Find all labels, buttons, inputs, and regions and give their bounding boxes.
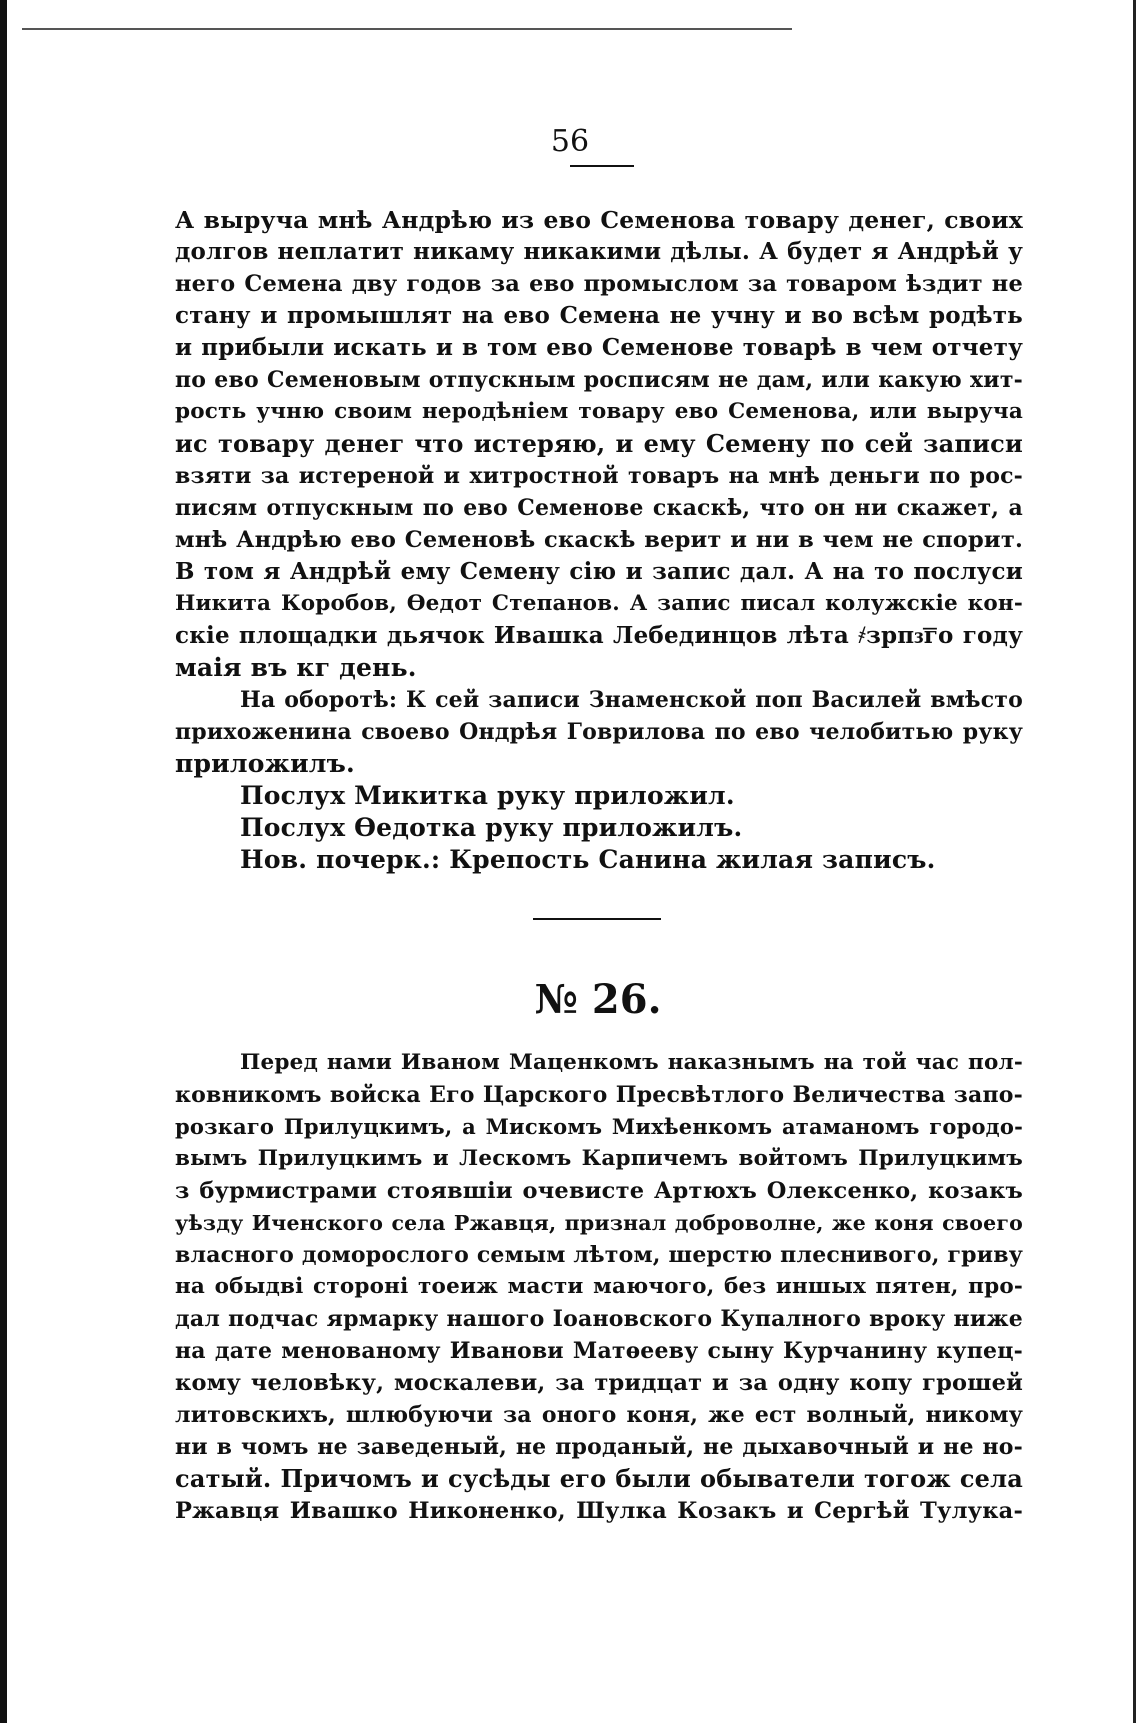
text-line: дал подчас ярмарку нашого Іоановского Купалного вроку ниже	[175, 1306, 1023, 1332]
document-number-heading: № 26.	[534, 976, 662, 1023]
text-line: литовскихъ, шлюбуючи за оного коня, же ест волный, никому	[175, 1402, 1023, 1428]
text-line: ковникомъ войска Его Царского Пресвѣтлого Величества запо-	[175, 1082, 1023, 1108]
text-line: з бурмистрами стоявшіи очевисте Артюхъ Олексенко, козакъ	[175, 1178, 1023, 1204]
scan-edge-right	[1133, 0, 1136, 1723]
text-line: В том я Андрѣй ему Семену сію и запис дал. А на то послуси	[175, 558, 1023, 585]
text-line: ни в чомъ не заведеный, не проданый, не дыхавочный и не но-	[175, 1434, 1023, 1460]
text-line: долгов неплатит никаму никакими дѣлы. А будет я Андрѣй у	[175, 238, 1023, 265]
text-line: Ржавця Ивашко Никоненко, Шулка Козакъ и Сергѣй Тулука-	[175, 1498, 1023, 1524]
text-line: ис товару денег что истеряю, и ему Семену по сей записи	[175, 429, 1023, 458]
text-line: уѣзду Иченского села Ржавця, признал доброволне, же коня своего	[175, 1211, 1023, 1235]
text-line: мнѣ Андрѣю ево Семеновѣ скаскѣ верит и ни в чем не спорит.	[175, 527, 1023, 553]
text-line: вымъ Прилуцкимъ и Лескомъ Карпичемъ войтомъ Прилуцкимъ	[175, 1146, 1023, 1171]
text-line: А выруча мнѣ Андрѣю из ево Семенова товару денег, своих	[175, 206, 1023, 234]
text-line: Никита Коробов, Ѳедот Степанов. А запис писал колужскіе кон-	[175, 591, 1023, 616]
text-line: и прибыли искать и в том ево Семенове товарѣ в чем отчету	[175, 334, 1023, 361]
text-line: стану и промышлят на ево Семена не учну и во всѣм родѣть	[175, 302, 1023, 329]
scan-edge-left	[0, 0, 7, 1723]
text-line: кому человѣку, москалеви, за тридцат и за одну копу грошей	[175, 1370, 1023, 1396]
text-line: власного доморослого семым лѣтом, шерстю плеснивого, гриву	[175, 1242, 1023, 1268]
text-line: розкаго Прилуцкимъ, а Мискомъ Михѣенкомъ атаманомъ городо-	[175, 1114, 1023, 1139]
text-line: маія въ кг день.	[175, 653, 417, 682]
scan-edge-top	[22, 28, 792, 30]
text-line: прихоженина своево Ондрѣя Говрилова по ево челобитью руку	[175, 719, 1023, 745]
text-line: рость учню своим неродѣніем товару ево Семенова, или выруча	[175, 399, 1023, 424]
page-number: 56	[550, 124, 590, 159]
text-line: Нов. почерк.: Крепость Санина жилая записъ.	[240, 845, 936, 874]
text-line: писям отпускным по ево Семенове скаскѣ, что он ни скажет, а	[175, 495, 1023, 521]
text-line: на дате менованому Иванови Матѳееву сыну Курчанину купец-	[175, 1338, 1023, 1364]
text-line: скіе площадки дьячок Ивашка Лебединцов лѣта ҂зрпз͞го году	[175, 622, 1023, 649]
text-line: На оборотѣ: К сей записи Знаменской поп Василей вмѣсто	[240, 687, 1023, 713]
previous-document-paragraph	[175, 204, 1023, 684]
text-line: сатый. Причомъ и сусѣды его были обыватели тогож села	[175, 1464, 1023, 1493]
reverse-side-note	[175, 684, 1023, 780]
page-number-underline	[570, 165, 634, 167]
text-line: приложилъ.	[175, 749, 355, 778]
text-line: Перед нами Иваном Маценкомъ наказнымъ на той час пол-	[240, 1050, 1023, 1075]
witness-signatures	[175, 780, 1023, 876]
text-line: по ево Семеновым отпускным росписям не дам, или какую хит-	[175, 367, 1023, 393]
text-line: него Семена дву годов за ево промыслом за товаром ѣздит не	[175, 271, 1023, 297]
section-divider	[533, 918, 661, 920]
text-line: взяти за истереной и хитростной товаръ на мнѣ деньги по рос-	[175, 463, 1023, 489]
text-line: на обыдві стороні тоеиж масти маючого, без иншых пятен, про-	[175, 1274, 1023, 1299]
text-line: Послух Микитка руку приложил.	[240, 781, 735, 810]
document-26-paragraph	[175, 1047, 1023, 1527]
text-line: Послух Ѳедотка руку приложилъ.	[240, 813, 743, 842]
